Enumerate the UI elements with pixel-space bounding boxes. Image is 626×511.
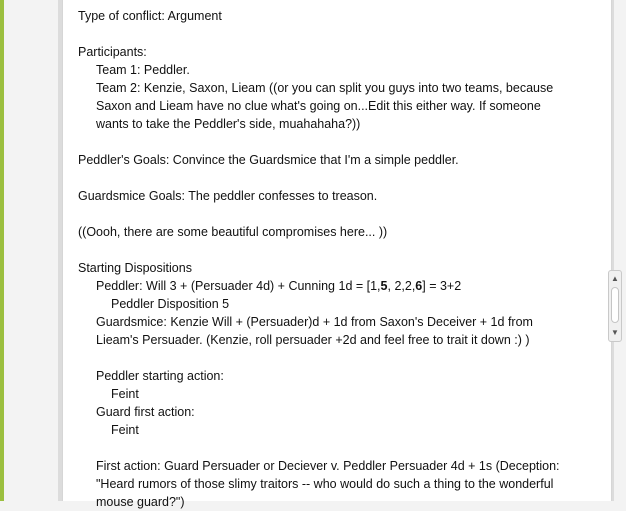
- peddler-roll-die-1: 5: [380, 279, 388, 293]
- vertical-scrollbar[interactable]: [608, 270, 622, 342]
- guardsmice-goals: Guardsmice Goals: The peddler confesses to treason.: [78, 189, 378, 203]
- guardsmice-roll-line-2: Lieam's Persuader. (Kenzie, roll persuader +2d and feel free to trait it down :) ): [96, 333, 530, 347]
- first-action-line-2: "Heard rumors of those slimy traitors -- who would do such a thing to the wonderful: [96, 477, 554, 491]
- team-2-line-2: Saxon and Lieam have no clue what's going on...Edit this either way. If someone: [96, 99, 541, 113]
- team-2-line-3: wants to take the Peddler's side, muahahaha?)): [96, 117, 361, 131]
- peddler-roll-mid: , 2,2,: [387, 279, 416, 293]
- post-body: [78, 0, 587, 511]
- accent-bar: [0, 0, 4, 501]
- peddler-roll-suffix: ] = 3+2: [422, 279, 462, 293]
- peddler-goals: Peddler's Goals: Convince the Guardsmice that I'm a simple peddler.: [78, 153, 459, 167]
- team-1: Team 1: Peddler.: [96, 63, 190, 77]
- guardsmice-roll-line-1: Guardsmice: Kenzie Will + (Persuader)d + 1d from Saxon's Deceiver + 1d from: [96, 315, 533, 329]
- peddler-roll-prefix: Peddler: Will 3 + (Persuader 4d) + Cunning 1d = [1,: [96, 279, 381, 293]
- compromise-note: ((Oooh, there are some beautiful compromises here... )): [78, 225, 388, 239]
- scroll-down-icon[interactable]: ▼: [611, 328, 619, 337]
- peddler-roll-die-2: 6: [415, 279, 423, 293]
- participants-heading: Participants:: [78, 45, 147, 59]
- post-panel: [62, 0, 612, 509]
- peddler-roll: [78, 277, 587, 295]
- dispositions-heading: Starting Dispositions: [78, 261, 192, 275]
- guard-action-label: Guard first action:: [96, 405, 195, 419]
- peddler-action-label: Peddler starting action:: [96, 369, 224, 383]
- peddler-action: Feint: [111, 387, 139, 401]
- scroll-up-icon[interactable]: ▲: [611, 274, 619, 283]
- first-action-line-1: First action: Guard Persuader or Deciever v. Peddler Persuader 4d + 1s (Deception:: [96, 459, 560, 473]
- scrollbar-thumb[interactable]: [611, 287, 619, 323]
- peddler-disposition: Peddler Disposition 5: [111, 297, 230, 311]
- first-action-line-3: mouse guard?"): [96, 495, 185, 509]
- conflict-type: Type of conflict: Argument: [78, 9, 222, 23]
- team-2-line-1: Team 2: Kenzie, Saxon, Lieam ((or you can split you guys into two teams, because: [96, 81, 554, 95]
- guard-action: Feint: [111, 423, 139, 437]
